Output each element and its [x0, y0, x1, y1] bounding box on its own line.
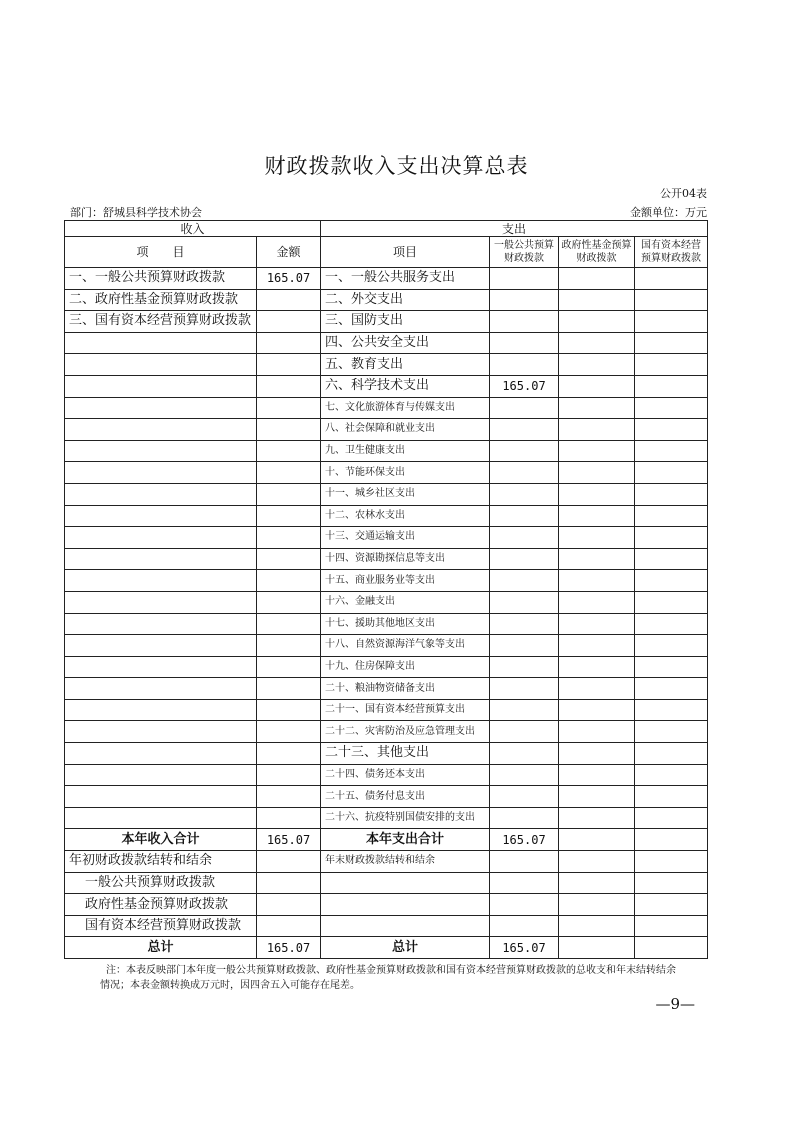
state-capital-cell — [635, 613, 708, 635]
table-row — [65, 505, 708, 527]
state-capital-cell — [635, 743, 708, 765]
income-amount-cell — [257, 289, 321, 311]
expense-item-cell: 十四、资源勘探信息等支出 — [321, 548, 490, 570]
state-capital-header: 国有资本经营预算财政拨款 — [635, 237, 708, 268]
empty-cell — [635, 915, 708, 937]
income-item-cell: 一、一般公共预算财政拨款 — [65, 268, 257, 290]
general-budget-cell — [490, 743, 559, 765]
empty-cell — [559, 872, 635, 894]
fund-budget-cell — [559, 440, 635, 462]
fund-budget-cell — [559, 764, 635, 786]
table-row — [65, 570, 708, 592]
income-amount-cell — [257, 807, 321, 829]
empty-cell — [257, 872, 321, 894]
table-row — [65, 397, 708, 419]
income-amount-cell — [257, 570, 321, 592]
income-amount-cell — [257, 548, 321, 570]
state-capital-cell — [635, 591, 708, 613]
carry-sub-label: 一般公共预算财政拨款 — [65, 872, 257, 894]
carry-begin-amount — [257, 851, 321, 873]
general-budget-cell — [490, 570, 559, 592]
income-item-cell — [65, 570, 257, 592]
general-budget-cell — [490, 548, 559, 570]
fund-budget-cell — [559, 462, 635, 484]
carry-sub-row — [65, 915, 708, 937]
income-item-cell — [65, 678, 257, 700]
income-item-cell — [65, 354, 257, 376]
state-capital-cell — [635, 419, 708, 441]
state-capital-cell — [635, 527, 708, 549]
expense-item-cell: 二十一、国有资本经营预算支出 — [321, 699, 490, 721]
state-capital-cell — [635, 570, 708, 592]
income-item-cell — [65, 440, 257, 462]
table-note — [100, 963, 706, 993]
general-budget-cell — [490, 483, 559, 505]
expense-item-cell: 六、科学技术支出 — [321, 375, 490, 397]
table-row — [65, 419, 708, 441]
income-item-cell — [65, 483, 257, 505]
expense-item-cell: 十九、住房保障支出 — [321, 656, 490, 678]
carry-end-general — [490, 851, 559, 873]
expense-item-cell: 二十、粮油物资储备支出 — [321, 678, 490, 700]
income-amount-cell — [257, 354, 321, 376]
empty-cell — [559, 915, 635, 937]
table-row — [65, 807, 708, 829]
expense-item-cell: 十八、自然资源海洋气象等支出 — [321, 635, 490, 657]
expense-item-cell: 十七、援助其他地区支出 — [321, 613, 490, 635]
empty-cell — [321, 915, 490, 937]
general-budget-cell — [490, 721, 559, 743]
table-row — [65, 311, 708, 333]
income-amount-header: 金额 — [257, 237, 321, 268]
empty-cell — [321, 894, 490, 916]
income-item-cell — [65, 548, 257, 570]
state-capital-cell — [635, 678, 708, 700]
income-total-amount: 165.07 — [257, 829, 321, 851]
fund-budget-cell — [559, 613, 635, 635]
income-amount-cell — [257, 764, 321, 786]
expense-item-cell: 九、卫生健康支出 — [321, 440, 490, 462]
general-budget-cell — [490, 764, 559, 786]
income-amount-cell — [257, 613, 321, 635]
general-budget-cell — [490, 656, 559, 678]
table-row — [65, 332, 708, 354]
grand-total-state — [635, 937, 708, 959]
fund-budget-cell — [559, 289, 635, 311]
fund-budget-cell — [559, 527, 635, 549]
page-title: 财政拨款收入支出决算总表 — [264, 154, 529, 178]
income-item-cell — [65, 743, 257, 765]
expense-item-cell: 三、国防支出 — [321, 311, 490, 333]
income-amount-cell — [257, 311, 321, 333]
state-capital-cell — [635, 332, 708, 354]
general-budget-cell — [490, 354, 559, 376]
general-budget-cell — [490, 311, 559, 333]
income-item-cell — [65, 764, 257, 786]
carry-sub-row — [65, 894, 708, 916]
table-row — [65, 786, 708, 808]
state-capital-cell — [635, 311, 708, 333]
income-amount-cell — [257, 635, 321, 657]
empty-cell — [635, 872, 708, 894]
fund-budget-cell — [559, 570, 635, 592]
income-amount-cell — [257, 397, 321, 419]
income-amount-cell — [257, 440, 321, 462]
expense-item-cell: 二、外交支出 — [321, 289, 490, 311]
income-item-cell: 三、国有资本经营预算财政拨款 — [65, 311, 257, 333]
year-total-row — [65, 829, 708, 851]
income-amount-cell — [257, 527, 321, 549]
table-row — [65, 743, 708, 765]
state-capital-cell — [635, 635, 708, 657]
general-budget-cell — [490, 440, 559, 462]
expense-item-cell: 十五、商业服务业等支出 — [321, 570, 490, 592]
page-number: —9— — [655, 995, 695, 1013]
expense-item-cell: 十二、农林水支出 — [321, 505, 490, 527]
income-item-cell — [65, 807, 257, 829]
carry-end-fund — [559, 851, 635, 873]
table-row — [65, 375, 708, 397]
empty-cell — [490, 915, 559, 937]
state-capital-cell — [635, 483, 708, 505]
table-row — [65, 613, 708, 635]
income-item-cell — [65, 656, 257, 678]
table-row — [65, 678, 708, 700]
fund-budget-cell — [559, 419, 635, 441]
income-amount-cell — [257, 483, 321, 505]
state-capital-cell — [635, 375, 708, 397]
income-item-header: 项 目 — [65, 237, 257, 268]
expense-item-cell: 一、一般公共服务支出 — [321, 268, 490, 290]
income-item-cell — [65, 419, 257, 441]
income-item-cell — [65, 527, 257, 549]
expense-item-cell: 二十六、抗疫特别国债安排的支出 — [321, 807, 490, 829]
table-row — [65, 635, 708, 657]
state-capital-cell — [635, 440, 708, 462]
fund-budget-cell — [559, 591, 635, 613]
income-header: 收入 — [65, 221, 321, 237]
income-item-cell — [65, 699, 257, 721]
table-row — [65, 764, 708, 786]
income-amount-cell — [257, 699, 321, 721]
general-budget-cell — [490, 268, 559, 290]
expense-item-cell: 二十四、债务还本支出 — [321, 764, 490, 786]
income-item-cell — [65, 332, 257, 354]
table-row — [65, 268, 708, 290]
expense-item-cell: 十一、城乡社区支出 — [321, 483, 490, 505]
fund-budget-cell — [559, 786, 635, 808]
grand-total-fund — [559, 937, 635, 959]
table-row — [65, 656, 708, 678]
income-item-cell — [65, 462, 257, 484]
expense-item-cell: 二十三、其他支出 — [321, 743, 490, 765]
income-amount-cell — [257, 419, 321, 441]
fund-budget-cell — [559, 635, 635, 657]
general-budget-header: 一般公共预算财政拨款 — [490, 237, 559, 268]
fund-budget-cell — [559, 505, 635, 527]
expense-item-header: 项目 — [321, 237, 490, 268]
header-row-2 — [65, 237, 708, 268]
carry-sub-label: 政府性基金预算财政拨款 — [65, 894, 257, 916]
general-budget-cell — [490, 613, 559, 635]
expense-item-cell: 十、节能环保支出 — [321, 462, 490, 484]
state-capital-cell — [635, 699, 708, 721]
general-budget-cell: 165.07 — [490, 375, 559, 397]
state-capital-cell — [635, 397, 708, 419]
carry-end-label: 年末财政拨款结转和结余 — [321, 851, 490, 873]
income-amount-cell — [257, 375, 321, 397]
table-row — [65, 289, 708, 311]
general-budget-cell — [490, 807, 559, 829]
general-budget-cell — [490, 397, 559, 419]
empty-cell — [635, 894, 708, 916]
table-row — [65, 548, 708, 570]
general-budget-cell — [490, 527, 559, 549]
grand-total-label: 总计 — [65, 937, 257, 959]
state-capital-cell — [635, 354, 708, 376]
general-budget-cell — [490, 505, 559, 527]
income-amount-cell — [257, 332, 321, 354]
state-capital-cell — [635, 268, 708, 290]
table-row — [65, 591, 708, 613]
expense-item-cell: 七、文化旅游体育与传媒支出 — [321, 397, 490, 419]
budget-summary-table — [64, 220, 708, 959]
income-amount-cell — [257, 786, 321, 808]
grand-total-amount: 165.07 — [257, 937, 321, 959]
empty-cell — [257, 894, 321, 916]
fund-budget-cell — [559, 268, 635, 290]
income-item-cell — [65, 635, 257, 657]
table-row — [65, 462, 708, 484]
general-budget-cell — [490, 591, 559, 613]
form-number: 公开04表 — [660, 187, 707, 200]
expense-item-cell: 二十二、灾害防治及应急管理支出 — [321, 721, 490, 743]
fund-budget-cell — [559, 354, 635, 376]
carry-begin-label: 年初财政拨款结转和结余 — [65, 851, 257, 873]
expense-item-cell: 四、公共安全支出 — [321, 332, 490, 354]
state-capital-cell — [635, 721, 708, 743]
general-budget-cell — [490, 289, 559, 311]
header-row-1 — [65, 221, 708, 237]
fund-budget-cell — [559, 678, 635, 700]
empty-cell — [490, 894, 559, 916]
note-line-2: 情况；本表金额转换成万元时，因四舍五入可能存在尾差。 — [100, 980, 360, 991]
expense-header: 支出 — [321, 221, 708, 237]
table-row — [65, 483, 708, 505]
empty-cell — [321, 872, 490, 894]
table-row — [65, 699, 708, 721]
fund-budget-cell — [559, 721, 635, 743]
expense-item-cell: 十六、金融支出 — [321, 591, 490, 613]
general-budget-cell — [490, 419, 559, 441]
general-budget-cell — [490, 462, 559, 484]
expense-total-label: 本年支出合计 — [321, 829, 490, 851]
state-capital-cell — [635, 289, 708, 311]
fund-budget-cell — [559, 332, 635, 354]
amount-unit-label: 金额单位：万元 — [630, 206, 707, 219]
note-line-1: 注：本表反映部门本年度一般公共预算财政拨款、政府性基金预算财政拨款和国有资本经营预算财政拨款的总收支和年末结转结余 — [106, 965, 676, 976]
carry-end-state — [635, 851, 708, 873]
expense-total-fund — [559, 829, 635, 851]
state-capital-cell — [635, 807, 708, 829]
fund-budget-cell — [559, 699, 635, 721]
carry-sub-row — [65, 872, 708, 894]
expense-item-cell: 二十五、债务付息支出 — [321, 786, 490, 808]
income-amount-cell — [257, 505, 321, 527]
table-row — [65, 354, 708, 376]
income-item-cell — [65, 375, 257, 397]
fund-budget-cell — [559, 807, 635, 829]
state-capital-cell — [635, 505, 708, 527]
empty-cell — [490, 872, 559, 894]
income-item-cell — [65, 397, 257, 419]
general-budget-cell — [490, 699, 559, 721]
general-budget-cell — [490, 786, 559, 808]
empty-cell — [257, 915, 321, 937]
fund-budget-cell — [559, 311, 635, 333]
fund-budget-cell — [559, 483, 635, 505]
income-amount-cell — [257, 462, 321, 484]
grand-total-expense-amount: 165.07 — [490, 937, 559, 959]
income-amount-cell — [257, 591, 321, 613]
income-item-cell — [65, 591, 257, 613]
state-capital-cell — [635, 786, 708, 808]
general-budget-cell — [490, 332, 559, 354]
expense-item-cell: 十三、交通运输支出 — [321, 527, 490, 549]
carry-sub-label: 国有资本经营预算财政拨款 — [65, 915, 257, 937]
income-amount-cell — [257, 721, 321, 743]
general-budget-cell — [490, 678, 559, 700]
table-row — [65, 527, 708, 549]
income-amount-cell — [257, 678, 321, 700]
expense-total-general: 165.07 — [490, 829, 559, 851]
empty-cell — [559, 894, 635, 916]
income-amount-cell: 165.07 — [257, 268, 321, 290]
general-budget-cell — [490, 635, 559, 657]
grand-total-expense-label: 总计 — [321, 937, 490, 959]
department-label: 部门：舒城县科学技术协会 — [70, 206, 202, 219]
income-amount-cell — [257, 743, 321, 765]
expense-item-cell: 八、社会保障和就业支出 — [321, 419, 490, 441]
table-row — [65, 440, 708, 462]
income-item-cell — [65, 613, 257, 635]
fund-budget-cell — [559, 397, 635, 419]
carry-over-row — [65, 851, 708, 873]
income-item-cell — [65, 721, 257, 743]
state-capital-cell — [635, 462, 708, 484]
income-item-cell — [65, 786, 257, 808]
income-amount-cell — [257, 656, 321, 678]
fund-budget-cell — [559, 656, 635, 678]
expense-item-cell: 五、教育支出 — [321, 354, 490, 376]
income-total-label: 本年收入合计 — [65, 829, 257, 851]
fund-budget-cell — [559, 548, 635, 570]
state-capital-cell — [635, 656, 708, 678]
fund-budget-cell — [559, 743, 635, 765]
fund-budget-cell — [559, 375, 635, 397]
table-row — [65, 721, 708, 743]
fund-budget-header: 政府性基金预算财政拨款 — [559, 237, 635, 268]
state-capital-cell — [635, 764, 708, 786]
state-capital-cell — [635, 548, 708, 570]
expense-total-state — [635, 829, 708, 851]
income-item-cell — [65, 505, 257, 527]
income-item-cell: 二、政府性基金预算财政拨款 — [65, 289, 257, 311]
grand-total-row — [65, 937, 708, 959]
